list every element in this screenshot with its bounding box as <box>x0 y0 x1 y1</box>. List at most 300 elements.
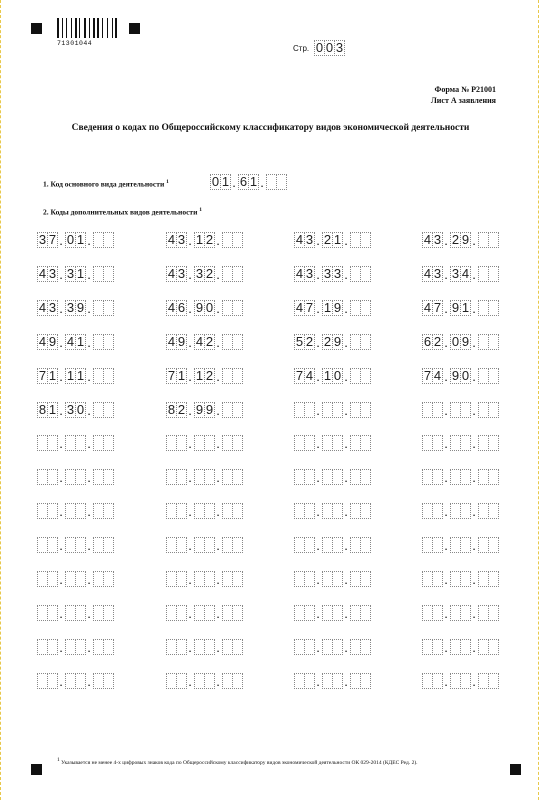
code-digit[interactable]: 1 <box>48 401 57 417</box>
code-digit[interactable]: 3 <box>433 232 442 247</box>
code-dot: . <box>444 572 448 587</box>
code-dot: . <box>59 402 63 418</box>
additional-activity-code[interactable] <box>294 469 370 485</box>
code-digit[interactable]: 3 <box>66 265 75 281</box>
code-dot: . <box>87 605 91 621</box>
code-digit[interactable]: 7 <box>305 299 314 315</box>
code-digit[interactable]: 2 <box>323 232 332 247</box>
code-dot: . <box>344 368 348 384</box>
additional-activity-code[interactable] <box>166 537 242 553</box>
code-digit[interactable]: 1 <box>76 265 85 281</box>
code-digit[interactable]: 0 <box>451 333 460 349</box>
code-digit[interactable]: 9 <box>333 299 342 315</box>
additional-activity-code[interactable] <box>166 571 242 587</box>
code-dot: . <box>344 639 348 655</box>
code-dot: . <box>59 639 63 655</box>
code-dot: . <box>344 402 348 418</box>
additional-activity-code[interactable] <box>166 232 242 248</box>
code-dot: . <box>344 538 348 554</box>
code-dot: . <box>316 368 320 384</box>
additional-activity-code[interactable] <box>37 639 113 655</box>
page-digit[interactable]: 0 <box>315 40 324 55</box>
code-dot: . <box>472 233 476 248</box>
code-dot: . <box>216 639 220 655</box>
code-dot: . <box>344 470 348 486</box>
code-dot: . <box>444 470 448 486</box>
code-digit[interactable]: 0 <box>333 367 342 383</box>
code-digit[interactable]: 0 <box>66 232 75 247</box>
code-digit[interactable] <box>488 571 499 587</box>
additional-activity-code[interactable] <box>294 334 370 350</box>
code-dot: . <box>59 572 63 587</box>
code-digit[interactable]: 3 <box>66 401 75 417</box>
code-digit[interactable] <box>488 334 499 350</box>
code-dot: . <box>316 538 320 554</box>
additional-activity-code[interactable] <box>166 300 242 316</box>
additional-activity-code[interactable] <box>37 334 113 350</box>
code-digit[interactable]: 3 <box>305 232 314 247</box>
code-digit[interactable]: 7 <box>295 367 304 383</box>
code-dot: . <box>472 504 476 520</box>
code-digit[interactable] <box>360 639 371 655</box>
additional-activity-code[interactable] <box>422 300 498 316</box>
additional-activity-code[interactable] <box>37 503 113 519</box>
code-dot: . <box>59 266 63 282</box>
additional-activity-code[interactable] <box>294 639 370 655</box>
code-digit[interactable]: 2 <box>205 232 214 247</box>
code-dot: . <box>444 605 448 621</box>
code-digit[interactable] <box>103 300 114 316</box>
code-dot: . <box>444 402 448 418</box>
code-dot: . <box>444 266 448 282</box>
code-dot: . <box>444 300 448 316</box>
code-dot: . <box>344 605 348 621</box>
code-dot: . <box>59 233 63 248</box>
code-digit[interactable]: 4 <box>423 299 432 315</box>
code-digit[interactable]: 3 <box>177 265 186 281</box>
code-digit[interactable] <box>488 266 499 282</box>
code-digit[interactable]: 0 <box>461 367 470 383</box>
code-digit[interactable]: 3 <box>48 265 57 281</box>
code-digit[interactable] <box>488 368 499 384</box>
code-dot: . <box>216 266 220 282</box>
code-digit[interactable]: 2 <box>177 401 186 417</box>
code-dot: . <box>260 175 264 190</box>
code-dot: . <box>216 334 220 350</box>
code-dot: . <box>87 538 91 554</box>
code-digit[interactable]: 1 <box>221 174 230 189</box>
additional-activity-code[interactable] <box>37 537 113 553</box>
code-dot: . <box>188 334 192 350</box>
code-digit[interactable] <box>488 402 499 418</box>
additional-activity-code[interactable] <box>422 232 498 248</box>
code-dot: . <box>472 266 476 282</box>
additional-activity-code[interactable] <box>422 435 498 451</box>
additional-activity-code[interactable] <box>422 639 498 655</box>
additional-activity-code[interactable] <box>166 368 242 384</box>
code-digit[interactable]: 9 <box>48 333 57 349</box>
code-dot: . <box>216 470 220 486</box>
code-digit[interactable]: 3 <box>333 265 342 281</box>
code-digit[interactable] <box>360 571 371 587</box>
code-dot: . <box>444 436 448 452</box>
form-sheet: Лист А заявления <box>430 96 496 105</box>
code-digit[interactable]: 1 <box>249 174 258 189</box>
code-digit[interactable] <box>103 334 114 350</box>
code-digit[interactable] <box>232 402 243 418</box>
additional-activity-code[interactable] <box>422 605 498 621</box>
code-digit[interactable] <box>232 334 243 350</box>
code-digit[interactable]: 4 <box>433 367 442 383</box>
code-digit[interactable] <box>360 232 371 248</box>
additional-activity-code[interactable] <box>166 503 242 519</box>
page-digit[interactable]: 0 <box>325 40 334 55</box>
code-digit[interactable]: 4 <box>195 333 204 349</box>
code-digit[interactable] <box>103 605 114 621</box>
code-digit[interactable]: 0 <box>205 299 214 315</box>
code-digit[interactable]: 9 <box>195 401 204 417</box>
code-dot: . <box>316 266 320 282</box>
code-dot: . <box>216 402 220 418</box>
code-digit[interactable]: 3 <box>48 299 57 315</box>
additional-activity-code[interactable] <box>166 605 242 621</box>
code-digit[interactable]: 2 <box>451 232 460 247</box>
code-dot: . <box>87 266 91 282</box>
additional-activity-code[interactable] <box>422 571 498 587</box>
code-digit[interactable] <box>232 605 243 621</box>
code-dot: . <box>344 673 348 689</box>
code-digit[interactable]: 4 <box>38 299 47 315</box>
code-dot: . <box>216 538 220 554</box>
code-dot: . <box>216 300 220 316</box>
code-dot: . <box>344 266 348 282</box>
code-dot: . <box>316 470 320 486</box>
additional-activity-code[interactable] <box>166 435 242 451</box>
code-dot: . <box>472 470 476 486</box>
code-digit[interactable]: 2 <box>305 333 314 349</box>
code-digit[interactable] <box>360 266 371 282</box>
code-digit[interactable]: 9 <box>461 232 470 247</box>
code-digit[interactable] <box>103 402 114 418</box>
code-dot: . <box>472 572 476 587</box>
code-digit[interactable]: 1 <box>195 367 204 383</box>
code-dot: . <box>59 538 63 554</box>
code-digit[interactable]: 7 <box>38 367 47 383</box>
code-digit[interactable] <box>360 503 371 519</box>
code-digit[interactable] <box>360 334 371 350</box>
code-dot: . <box>188 538 192 554</box>
code-digit[interactable]: 6 <box>239 174 248 189</box>
code-digit[interactable]: 1 <box>323 299 332 315</box>
additional-activity-code[interactable] <box>37 435 113 451</box>
code-digit[interactable] <box>103 435 114 451</box>
code-digit[interactable]: 2 <box>323 333 332 349</box>
code-digit[interactable] <box>232 300 243 316</box>
code-digit[interactable] <box>360 368 371 384</box>
code-digit[interactable] <box>488 300 499 316</box>
additional-activity-code[interactable] <box>37 605 113 621</box>
code-dot: . <box>316 673 320 689</box>
code-digit[interactable]: 4 <box>38 333 47 349</box>
additional-activity-code[interactable] <box>166 334 242 350</box>
code-digit[interactable] <box>103 368 114 384</box>
code-digit[interactable]: 9 <box>195 299 204 315</box>
code-dot: . <box>59 504 63 520</box>
code-dot: . <box>316 300 320 316</box>
code-digit[interactable]: 9 <box>333 333 342 349</box>
code-dot: . <box>87 334 91 350</box>
code-digit[interactable] <box>103 673 114 689</box>
code-digit[interactable] <box>488 605 499 621</box>
code-dot: . <box>188 368 192 384</box>
code-digit[interactable]: 6 <box>177 299 186 315</box>
code-digit[interactable] <box>360 537 371 553</box>
additional-activity-code[interactable] <box>422 368 498 384</box>
code-digit[interactable]: 9 <box>461 333 470 349</box>
code-digit[interactable]: 7 <box>167 367 176 383</box>
additional-activity-code[interactable] <box>422 334 498 350</box>
code-digit[interactable]: 6 <box>423 333 432 349</box>
code-dot: . <box>188 605 192 621</box>
code-digit[interactable]: 1 <box>76 367 85 383</box>
code-dot: . <box>87 402 91 418</box>
code-digit[interactable] <box>232 673 243 689</box>
additional-activity-code[interactable] <box>294 435 370 451</box>
additional-activity-code[interactable] <box>294 402 370 418</box>
additional-activity-code[interactable] <box>37 232 113 248</box>
code-dot: . <box>87 504 91 520</box>
code-dot: . <box>232 175 236 190</box>
code-dot: . <box>472 334 476 350</box>
code-dot: . <box>472 368 476 384</box>
code-dot: . <box>472 673 476 689</box>
code-dot: . <box>87 233 91 248</box>
code-digit[interactable]: 3 <box>433 265 442 281</box>
code-digit[interactable]: 7 <box>433 299 442 315</box>
code-digit[interactable]: 4 <box>167 299 176 315</box>
code-dot: . <box>316 572 320 587</box>
additional-activity-code[interactable] <box>166 639 242 655</box>
additional-activity-code[interactable] <box>166 266 242 282</box>
code-digit[interactable] <box>232 571 243 587</box>
code-digit[interactable] <box>103 469 114 485</box>
additional-activities-label: 2. Коды дополнительных видов деятельности $^1$ <box>43 207 203 217</box>
code-digit[interactable] <box>360 402 371 418</box>
code-dot: . <box>188 470 192 486</box>
page-digit[interactable]: 3 <box>335 40 344 55</box>
code-digit[interactable] <box>232 537 243 553</box>
code-digit[interactable] <box>103 639 114 655</box>
code-dot: . <box>316 504 320 520</box>
code-digit[interactable] <box>360 673 371 689</box>
code-dot: . <box>216 605 220 621</box>
code-dot: . <box>216 504 220 520</box>
code-digit[interactable] <box>360 435 371 451</box>
code-digit[interactable]: 9 <box>177 333 186 349</box>
code-dot: . <box>216 572 220 587</box>
additional-activity-code[interactable] <box>37 402 113 418</box>
code-dot: . <box>216 436 220 452</box>
code-digit[interactable] <box>488 503 499 519</box>
code-dot: . <box>87 436 91 452</box>
additional-activity-code[interactable] <box>422 469 498 485</box>
additional-activity-code[interactable] <box>166 469 242 485</box>
code-digit[interactable]: 1 <box>76 232 85 247</box>
code-digit[interactable]: 4 <box>167 232 176 247</box>
code-digit[interactable] <box>488 232 499 248</box>
code-dot: . <box>472 605 476 621</box>
code-dot: . <box>344 334 348 350</box>
code-digit[interactable]: 2 <box>205 367 214 383</box>
code-digit[interactable] <box>103 266 114 282</box>
code-dot: . <box>188 639 192 655</box>
code-digit[interactable]: 4 <box>295 232 304 247</box>
additional-activity-code[interactable] <box>37 368 113 384</box>
additional-activity-code[interactable] <box>37 673 113 689</box>
code-digit[interactable] <box>103 232 114 248</box>
code-digit[interactable]: 4 <box>167 333 176 349</box>
code-digit[interactable]: 1 <box>177 367 186 383</box>
code-digit[interactable] <box>488 673 499 689</box>
additional-activity-code[interactable] <box>37 300 113 316</box>
code-digit[interactable]: 9 <box>451 367 460 383</box>
additional-activity-code[interactable] <box>294 368 370 384</box>
additional-activity-code[interactable] <box>294 537 370 553</box>
additional-activity-code[interactable] <box>294 673 370 689</box>
code-dot: . <box>344 504 348 520</box>
code-digit[interactable]: 3 <box>451 265 460 281</box>
code-digit[interactable]: 5 <box>295 333 304 349</box>
code-digit[interactable]: 4 <box>66 333 75 349</box>
additional-activity-code[interactable] <box>166 402 242 418</box>
code-digit[interactable]: 1 <box>76 333 85 349</box>
additional-activity-code[interactable] <box>166 673 242 689</box>
additional-activity-code[interactable] <box>294 503 370 519</box>
code-dot: . <box>472 300 476 316</box>
code-digit[interactable] <box>103 503 114 519</box>
additional-activity-code[interactable] <box>37 266 113 282</box>
code-digit[interactable]: 3 <box>323 265 332 281</box>
code-dot: . <box>444 368 448 384</box>
code-digit[interactable]: 4 <box>38 265 47 281</box>
code-digit[interactable] <box>232 503 243 519</box>
code-digit[interactable]: 7 <box>423 367 432 383</box>
code-dot: . <box>444 233 448 248</box>
code-digit[interactable]: 4 <box>423 265 432 281</box>
code-dot: . <box>188 504 192 520</box>
code-digit[interactable]: 0 <box>211 174 220 189</box>
code-dot: . <box>87 673 91 689</box>
code-digit[interactable] <box>232 469 243 485</box>
additional-activity-code[interactable] <box>37 469 113 485</box>
code-digit[interactable]: 2 <box>205 265 214 281</box>
code-digit[interactable]: 3 <box>38 232 47 247</box>
code-dot: . <box>59 334 63 350</box>
code-digit[interactable]: 2 <box>205 333 214 349</box>
code-dot: . <box>472 639 476 655</box>
code-digit[interactable]: 4 <box>295 265 304 281</box>
code-digit[interactable] <box>360 605 371 621</box>
code-dot: . <box>444 504 448 520</box>
code-dot: . <box>472 402 476 418</box>
code-dot: . <box>59 605 63 621</box>
code-digit[interactable]: 4 <box>295 299 304 315</box>
code-dot: . <box>188 402 192 418</box>
code-digit[interactable]: 7 <box>48 232 57 247</box>
code-digit[interactable]: 3 <box>305 265 314 281</box>
additional-activity-code[interactable] <box>294 232 370 248</box>
code-digit[interactable] <box>488 639 499 655</box>
code-dot: . <box>87 368 91 384</box>
additional-activity-code[interactable] <box>422 402 498 418</box>
code-dot: . <box>216 673 220 689</box>
additional-activity-code[interactable] <box>422 537 498 553</box>
code-digit[interactable]: 8 <box>167 401 176 417</box>
code-digit[interactable]: 8 <box>38 401 47 417</box>
code-dot: . <box>444 639 448 655</box>
code-digit[interactable] <box>232 639 243 655</box>
code-digit[interactable]: 1 <box>195 232 204 247</box>
code-digit[interactable]: 1 <box>66 367 75 383</box>
additional-activity-code[interactable] <box>422 503 498 519</box>
code-digit[interactable] <box>360 469 371 485</box>
code-digit[interactable]: 3 <box>177 232 186 247</box>
additional-activity-code[interactable] <box>37 571 113 587</box>
code-digit[interactable]: 3 <box>66 299 75 315</box>
code-digit[interactable]: 1 <box>333 232 342 247</box>
additional-activity-code[interactable] <box>422 673 498 689</box>
code-dot: . <box>188 572 192 587</box>
code-dot: . <box>188 436 192 452</box>
additional-activity-code[interactable] <box>294 300 370 316</box>
additional-activity-code[interactable] <box>294 266 370 282</box>
code-digit[interactable] <box>488 537 499 553</box>
code-digit[interactable] <box>488 469 499 485</box>
code-dot: . <box>59 368 63 384</box>
code-digit[interactable]: 1 <box>461 299 470 315</box>
code-digit[interactable]: 1 <box>323 367 332 383</box>
code-digit[interactable]: 3 <box>195 265 204 281</box>
code-digit[interactable] <box>232 368 243 384</box>
additional-activity-code[interactable] <box>294 605 370 621</box>
code-digit[interactable] <box>360 300 371 316</box>
code-digit[interactable] <box>488 435 499 451</box>
code-digit[interactable]: 9 <box>205 401 214 417</box>
code-dot: . <box>316 233 320 248</box>
code-digit[interactable]: 4 <box>423 232 432 247</box>
code-digit[interactable] <box>103 571 114 587</box>
code-dot: . <box>59 470 63 486</box>
code-digit[interactable]: 4 <box>305 367 314 383</box>
code-digit[interactable] <box>103 537 114 553</box>
code-digit[interactable]: 1 <box>48 367 57 383</box>
code-digit[interactable] <box>232 435 243 451</box>
section-heading: Сведения о кодах по Общероссийскому классификатору видов экономической деятельности <box>71 123 470 133</box>
additional-activity-code[interactable] <box>422 266 498 282</box>
code-digit[interactable]: 9 <box>451 299 460 315</box>
additional-activity-code[interactable] <box>294 571 370 587</box>
code-digit[interactable]: 0 <box>76 401 85 417</box>
code-dot: . <box>87 470 91 486</box>
code-digit[interactable]: 4 <box>167 265 176 281</box>
code-dot: . <box>87 572 91 587</box>
code-digit[interactable]: 9 <box>76 299 85 315</box>
code-dot: . <box>316 436 320 452</box>
code-digit[interactable] <box>232 232 243 248</box>
code-digit[interactable]: 4 <box>461 265 470 281</box>
code-digit[interactable] <box>232 266 243 282</box>
code-digit[interactable]: 2 <box>433 333 442 349</box>
